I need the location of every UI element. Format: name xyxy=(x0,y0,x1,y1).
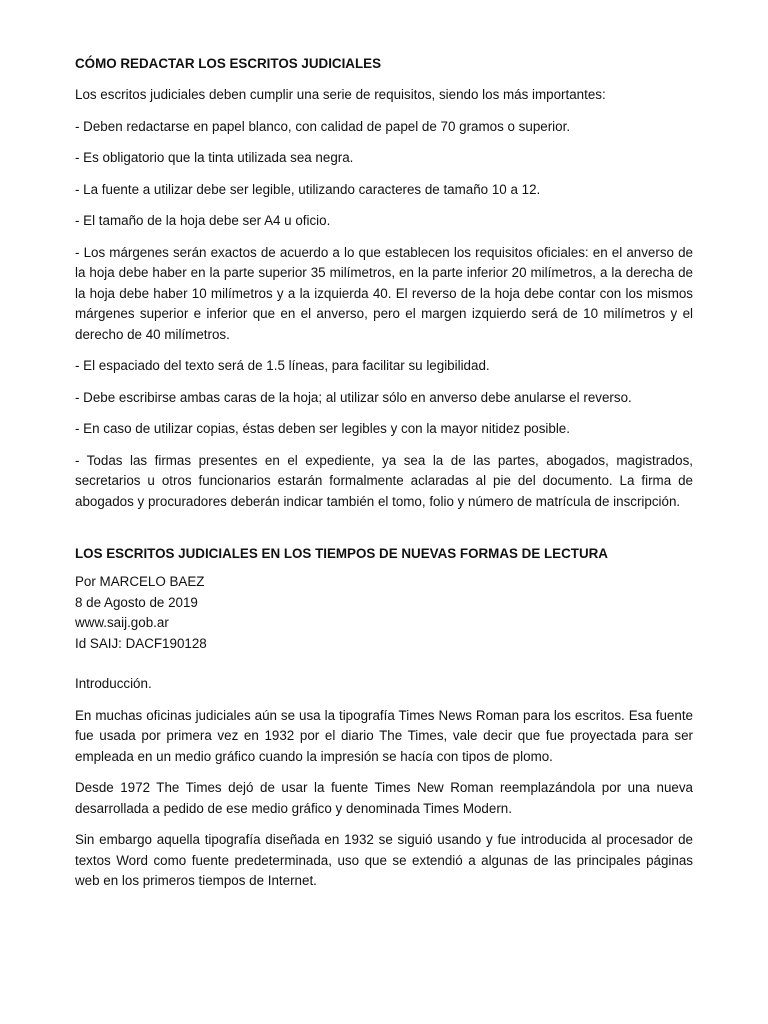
requirement-item: - Es obligatorio que la tinta utilizada sea negra. xyxy=(75,150,354,165)
article-paragraph: Sin embargo aquella tipografía diseñada en 1932 se siguió usando y fue introducida al procesador de textos Word como fuente predeterminada, uso que se extendió a algunas de las principales páginas web en los primeros tiempos de Internet. xyxy=(75,832,693,888)
article-title: LOS ESCRITOS JUDICIALES EN LOS TIEMPOS DE NUEVAS FORMAS DE LECTURA xyxy=(75,546,608,561)
requirement-item: - Deben redactarse en papel blanco, con calidad de papel de 70 gramos o superior. xyxy=(75,118,571,134)
article-metadata xyxy=(75,572,693,654)
section-title: CÓMO REDACTAR LOS ESCRITOS JUDICIALES xyxy=(75,56,382,71)
section-spacer xyxy=(75,523,693,544)
requirement-item: - Debe escribirse ambas caras de la hoja; al utilizar sólo en anverso debe anularse el reverso. xyxy=(75,389,632,405)
article-date: 8 de Agosto de 2019 xyxy=(75,594,198,610)
article-id: Id SAIJ: DACF190128 xyxy=(75,635,207,651)
requirement-item: - El espaciado del texto será de 1.5 líneas, para facilitar su legibilidad. xyxy=(75,358,490,373)
intro-paragraph: Los escritos judiciales deben cumplir una serie de requisitos, siendo los más importantes: xyxy=(75,87,606,102)
article-paragraph: Desde 1972 The Times dejó de usar la fuente Times New Roman reemplazándola por una nueva desarrollada a pedido de ese medio gráfico y denominada Times Modern. xyxy=(75,780,693,816)
requirement-item: - La fuente a utilizar debe ser legible, utilizando caracteres de tamaño 10 a 12. xyxy=(75,181,541,197)
article-paragraph: En muchas oficinas judiciales aún se usa la tipografía Times News Roman para los escritos. Esa fuente fue usada por primera vez en 1932 por el diario The Times, vale decir que fue proyectada para ser empleada en un medio gráfico cuando la impresión se hacía con tipos de plomo. xyxy=(75,707,693,764)
article-author: Por MARCELO BAEZ xyxy=(75,574,205,589)
requirement-item: - Todas las firmas presentes en el expediente, ya sea la de las partes, abogados, magistrados, secretarios u otros funcionarios estarán formalmente aclaradas al pie del documento. La firma de abogados y procuradores deberán indicar también el tomo, folio y número de matrícula de inscripción. xyxy=(75,452,693,509)
requirement-item: - El tamaño de la hoja debe ser A4 u oficio. xyxy=(75,213,331,228)
article-website: www.saij.gob.ar xyxy=(75,615,169,630)
requirement-item: - En caso de utilizar copias, éstas deben ser legibles y con la mayor nitidez posible. xyxy=(75,421,570,436)
requirement-item: - Los márgenes serán exactos de acuerdo a lo que establecen los requisitos oficiales: en el anverso de la hoja debe haber en la parte superior 35 milímetros, en la parte inferior 20 milímetros, a la derecha de la hoja debe haber 10 milímetros y a la izquierda 40. El reverso de la hoja debe contar con los mismos márgenes superior e inferior que en el anverso, pero el margen izquierdo será de 10 milímetros y el derecho de 40 milímetros. xyxy=(75,244,693,342)
article-subtitle: Introducción. xyxy=(75,676,152,691)
